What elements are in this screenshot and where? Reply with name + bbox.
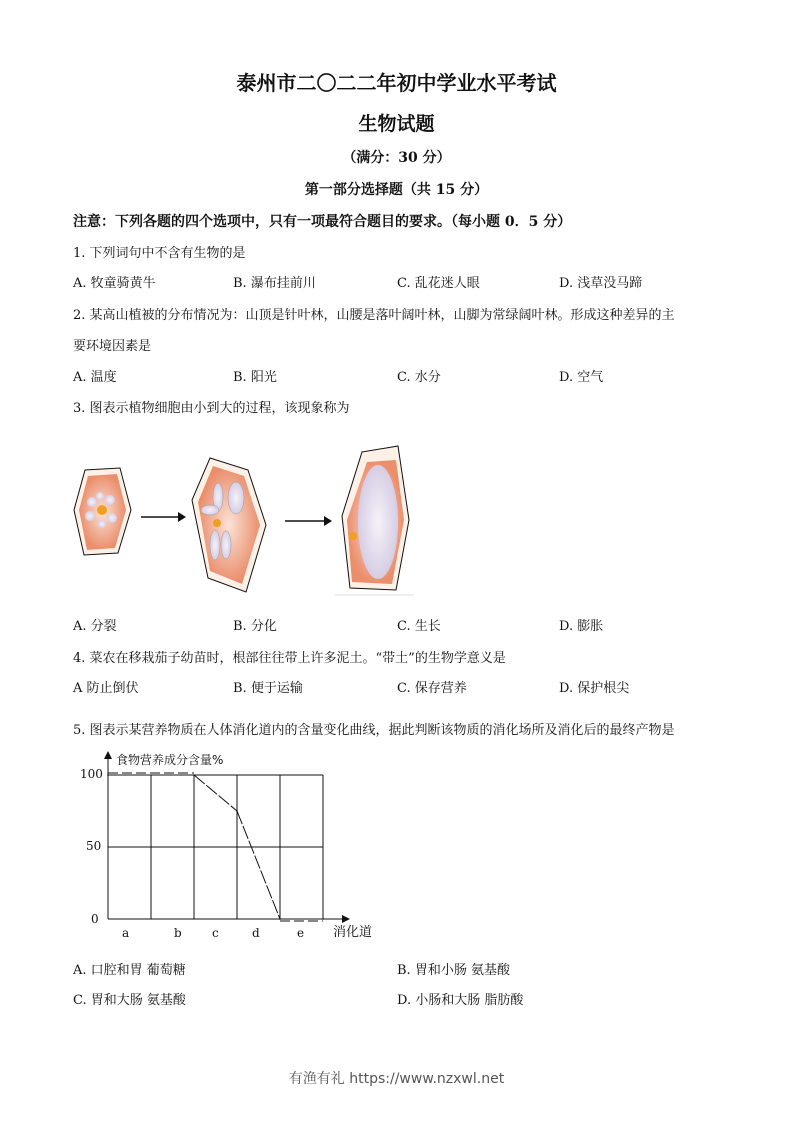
q4-option-b: B. 便于运输	[233, 681, 303, 696]
data-point	[193, 774, 195, 776]
q2-option-a: A. 温度	[73, 370, 117, 385]
xtick-b: b	[174, 926, 182, 940]
data-point	[322, 918, 324, 920]
q5-option-d: D. 小肠和大肠 脂肪酸	[397, 993, 524, 1008]
question-4-stem: 4. 菜农在移栽茄子幼苗时，根部往往带上许多泥土。“带土”的生物学意义是	[73, 651, 506, 666]
y-axis-arrow-icon	[104, 751, 112, 759]
q5-option-c: C. 胃和大肠 氨基酸	[73, 993, 186, 1008]
subject-title: 生物试题	[358, 113, 435, 135]
question-3-stem: 3. 图表示植物细胞由小到大的过程，该现象称为	[73, 401, 350, 416]
q4-option-c: C. 保存营养	[397, 681, 467, 696]
ytick-100: 100	[80, 767, 103, 781]
data-point	[279, 918, 281, 920]
section-title: 第一部分选择题（共 15 分）	[304, 182, 489, 198]
arrow-icon	[141, 512, 186, 522]
q1-option-d: D. 浅草没马蹄	[559, 276, 643, 291]
q3-option-c: C. 生长	[397, 619, 441, 634]
arrow-icon	[285, 516, 332, 526]
q1-option-a: A. 牧童骑黄牛	[73, 276, 156, 291]
q4-option-d: D. 保护根尖	[559, 681, 630, 696]
ytick-50: 50	[86, 839, 102, 853]
series-line-segment	[194, 775, 237, 811]
q3-option-a: A. 分裂	[73, 619, 117, 634]
footer-watermark: 有渔有礼 https://www.nzxwl.net	[288, 1071, 505, 1087]
question-2-stem: 2. 某高山植被的分布情况为：山顶是针叶林，山腰是落叶阔叶林，山脚为常绿阔叶林。形成这种差异的主	[73, 308, 675, 323]
question-2-stem-cont: 要环境因素是	[73, 339, 152, 354]
q3-option-b: B. 分化	[233, 619, 277, 634]
xtick-d: d	[252, 926, 260, 940]
chart-ylabel: 食物营养成分含量%	[116, 753, 224, 767]
exam-title: 泰州市二〇二二年初中学业水平考试	[236, 71, 557, 95]
small-cell	[74, 468, 131, 555]
chart-xlabel: 消化道	[333, 925, 373, 940]
ytick-0: 0	[91, 912, 99, 926]
xtick-c: c	[212, 926, 219, 940]
notice: 注意：下列各题的四个选项中，只有一项最符合题目的要求。（每小题 0．5 分）	[73, 214, 572, 230]
large-cell	[335, 446, 414, 595]
xtick-e: e	[297, 926, 305, 940]
q2-option-b: B. 阳光	[233, 370, 277, 385]
q2-option-d: D. 空气	[559, 370, 604, 385]
q1-option-b: B. 瀑布挂前川	[233, 276, 316, 291]
q3-option-d: D. 膨胀	[559, 619, 604, 634]
q4-option-a: A 防止倒伏	[73, 681, 139, 696]
q1-option-c: C. 乱花迷人眼	[397, 276, 480, 291]
xtick-a: a	[122, 926, 130, 940]
series-line-segment	[237, 811, 280, 919]
full-score: （满分：30 分）	[342, 150, 451, 166]
q5-option-a: A. 口腔和胃 葡萄糖	[73, 963, 186, 978]
data-point	[107, 774, 109, 776]
q2-option-c: C. 水分	[397, 370, 441, 385]
q5-option-b: B. 胃和小肠 氨基酸	[397, 963, 510, 978]
x-axis-arrow-icon	[342, 915, 350, 923]
question-5-stem: 5. 图表示某营养物质在人体消化道内的含量变化曲线，据此判断该物质的消化场所及消化后的最终产物是	[73, 723, 675, 738]
question-1-stem: 1. 下列词句中不含有生物的是	[73, 246, 246, 261]
medium-cell	[192, 458, 266, 592]
data-point	[236, 810, 238, 812]
